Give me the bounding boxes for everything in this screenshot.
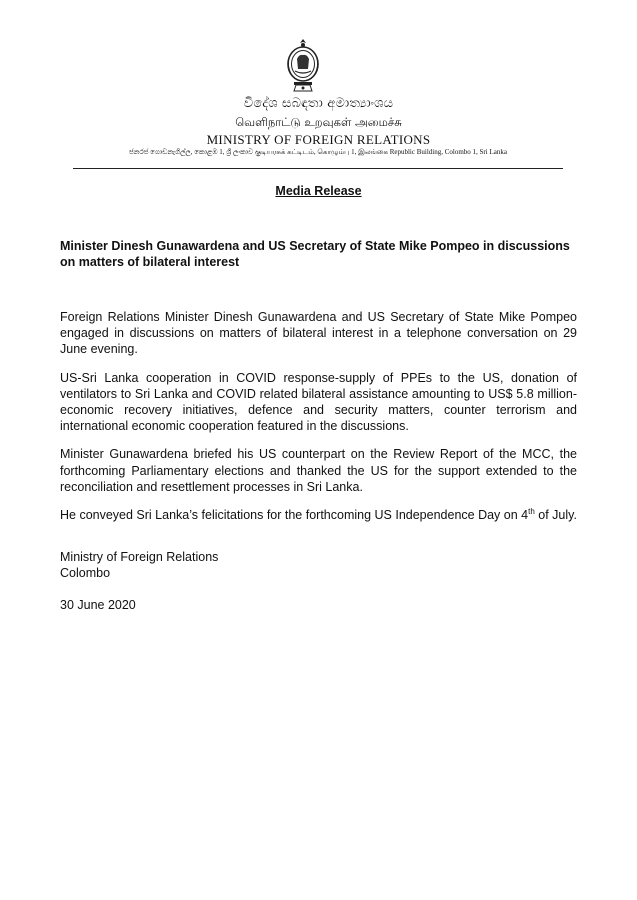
ordinal-suffix: th xyxy=(528,506,535,516)
ministry-name-english: MINISTRY OF FOREIGN RELATIONS xyxy=(206,132,431,147)
ministry-name-sinhala: විදේශ සබඳතා අමාත්‍යාංශය xyxy=(243,96,394,111)
release-body xyxy=(60,309,577,535)
release-date: 30 June 2020 xyxy=(60,598,136,612)
closing-text-end: of July. xyxy=(534,508,577,523)
signature-city: Colombo xyxy=(60,566,111,580)
media-release-title: Media Release xyxy=(275,184,362,198)
signature-organization: Ministry of Foreign Relations xyxy=(60,550,219,564)
release-headline: Minister Dinesh Gunawardena and US Secretary of State Mike Pompeo in discussions on matters of bilateral interest xyxy=(60,239,570,269)
closing-paragraph xyxy=(60,507,577,523)
body-paragraph: Foreign Relations Minister Dinesh Gunawardena and US Secretary of State Mike Pompeo engaged in discussions on matters of bilateral interest in a telephone conversation on 29 June evening. xyxy=(60,310,577,357)
body-paragraph: Minister Gunawardena briefed his US counterpart on the Review Report of the MCC, the forthcoming Parliamentary elections and thanked the US for the support extended to the reconciliation and resettlement processes in Sri Lanka. xyxy=(60,447,577,494)
closing-text: He conveyed Sri Lanka’s felicitations for the forthcoming US Independence Day on 4 xyxy=(60,508,529,523)
ministry-name-tamil: வெளிநாட்டு உறவுகள் அமைச்சு xyxy=(235,115,402,129)
ministry-address: ජනරජ ගොඩනැගිල්ල, කොළඹ 1, ශ්‍රී ලංකාව குடியரசுக் கட்டிடம், கொழும்பு 1, இலங்கை Republic Building, Colombo 1, Sri Lanka xyxy=(129,148,507,156)
letterhead-divider xyxy=(73,168,563,169)
body-paragraph: US-Sri Lanka cooperation in COVID response-supply of PPEs to the US, donation of ventilators to Sri Lanka and COVID related bilateral assistance amounting to US$ 5.8 million- economic recovery initiatives, defence and security matters, counter terrorism and international economic cooperation featured in the discussions. xyxy=(60,370,577,434)
signature-block xyxy=(60,549,360,581)
sri-lanka-emblem-icon xyxy=(285,38,321,94)
